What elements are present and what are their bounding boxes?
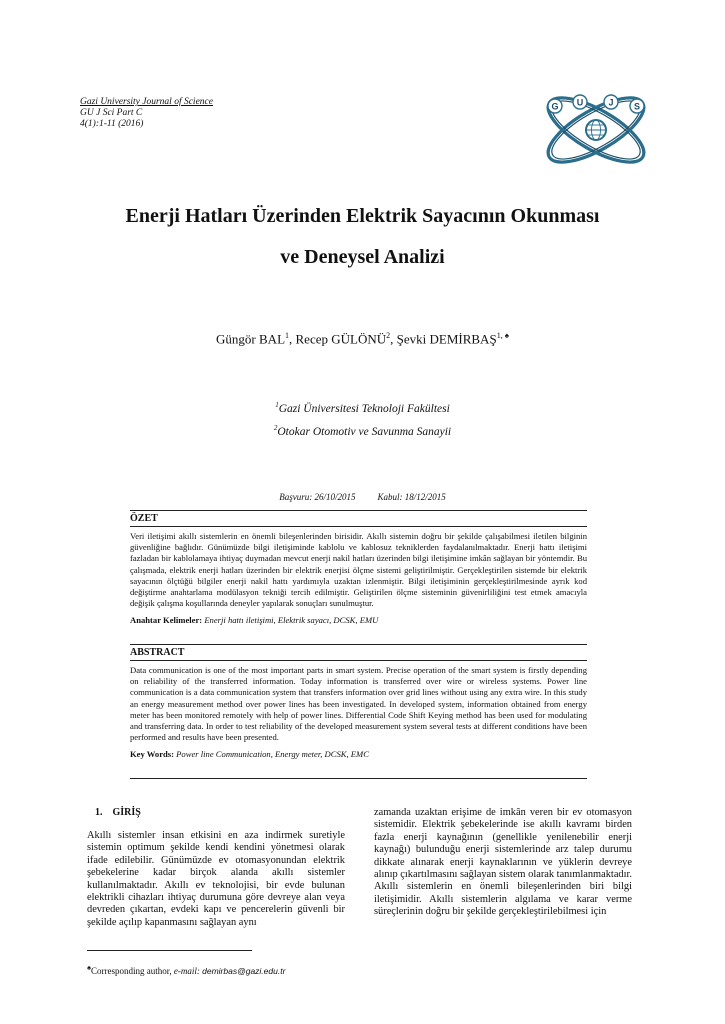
- author-1: Güngör BAL: [216, 331, 286, 347]
- author-list: Güngör BAL$^1$, Recep GÜLÖNÜ$^2$, Şevki $DEMİRBAŞ^{1, ♠}$: [216, 331, 509, 347]
- affiliation-1: [0, 401, 725, 415]
- paper-title-line2: ve Deneysel Analizi: [280, 246, 445, 268]
- accepted-date: Kabul: 18/12/2015: [377, 492, 446, 502]
- abstract-heading-rule: [130, 660, 587, 661]
- ozet-top-rule: [130, 510, 587, 511]
- gujs-logo-icon: [537, 72, 655, 184]
- footnote-label: Corresponding author,: [90, 966, 174, 976]
- ozet-keywords: [130, 615, 587, 625]
- abstract-bottom-rule: [130, 778, 587, 779]
- logo-letter-u: U: [576, 97, 584, 108]
- abstract-text: Data communication is one of the most important parts in smart system. Precise operation of the smart system is firstly depending on reliability of the transferred information. Today information is transferred over wire or wireless systems. Power line communication is a data communication system that transfers information over grid lines without using any extra wire. In this study an energy measurement method over power lines has been investigated. In developed system, information obtained from energy meter has been monitored remotely with help of power lines. Differential Code Shift Keying method has been used for modulating and transferring data. In order to test reliability of the developed measurement system several tests at different conditions have been performed and results have been presented.: [130, 665, 587, 743]
- affiliation-1-number: 1: [275, 401, 279, 409]
- footnote-marker: ♠: [87, 963, 91, 972]
- journal-volume: 4(1):1-11 (2016): [80, 119, 144, 129]
- logo-letter-s: S: [633, 101, 641, 112]
- author-2: Recep GÜLÖNÜ: [295, 331, 387, 347]
- section-heading-giris: [95, 807, 141, 818]
- received-date: Başvuru: 26/10/2015: [279, 492, 356, 502]
- body-left-column: Akıllı sistemler insan etkisini en aza indirmek suretiyle sistemin optimum şekilde kendi kendini yönetmesi olarak ifade edilebilir. Günümüzde ev otomasyonundan elektrik şebekelerine kadar birçok alanda akıllı sistemler kullanılmaktadır. Akıllı ev teknolojisi, bir evde bulunan elektrikli cihazları ihtiyaç durumuna göre devreye alan veya devreden çıkartan, evdeki kapı ve pencerelerin güvenli bir şekilde açılıp kapanmasını sağlayan aynı: [87, 830, 345, 928]
- footnote-email: demirbas@gazi.edu.tr: [202, 966, 286, 976]
- abstract-keywords-values: Power line Communication, Energy meter, DCSK, EMC: [176, 749, 369, 760]
- affiliation-2-text: Otokar Otomotiv ve Savunma Sanayii: [277, 425, 452, 438]
- ozet-heading-rule: [130, 526, 587, 527]
- author-2-affil: 2: [386, 331, 391, 340]
- footnote-rule: [87, 950, 252, 951]
- journal-name: Gazi University Journal of Science: [80, 97, 213, 107]
- ozet-text: Veri iletişimi akıllı sistemlerin en önemli bileşenlerinden birisidir. Akıllı sistemin doğru bir şekilde çalışabilmesi iletilen bilginin güvenliğine bağlıdır. Günümüzde bilgi iletişiminde kablolu ve kablosuz tekniklerden faydalanılmaktadır. Enerji hattı iletişimi fazladan bir kablolamaya ihtiyaç duymadan mevcut enerji nakil hatları üzerinden bilgi iletişimine imkân sağlayan bir yöntemdir. Bu çalışmada, elektrik enerji hatları üzerinden bir elektrik enerjisi ölçme sistemi geliştirilmiştir. Gerçekleştirilen sistemde bir elektrik sayacının ölçtüğü bilgiler enerji nakil hattı yardımıyla uzaktan izlenmiştir. Bilgi iletişiminin gerçekleştirilmesinde ayrık kod değiştirme anahtarlama modülasyon tekniği tercih edilmiştir. Geliştirilen ölçme sisteminin güvenirliliğini test etmek amacıyla değişik çalışma koşullarında deneyler yapılarak sonuçları sunulmuştur.: [130, 531, 587, 609]
- author-3-affil: 1, ♠: [496, 331, 509, 340]
- submission-dates: [0, 492, 725, 502]
- author-1-affil: 1: [285, 331, 290, 340]
- abstract-keywords: [130, 749, 587, 759]
- ozet-heading: ÖZET: [130, 513, 158, 524]
- logo-letter-g: G: [551, 101, 559, 112]
- abstract-heading: ABSTRACT: [130, 647, 185, 658]
- abstract-keywords-label: Key Words:: [130, 749, 175, 760]
- section-title: GİRİŞ: [112, 807, 141, 818]
- ozet-keywords-label: Anahtar Kelimeler:: [130, 615, 203, 626]
- body-right-column: zamanda uzaktan erişime de imkân veren bir ev otomasyon sistemidir. Elektrik şebekelerinde ise akıllı kavramı birden fazla enerji kaynağının (genellikle yenilenebilir enerji kaynağı) bulunduğu enerji sistemlerinde arz talep durumu dikkate alınarak enerji kaynaklarının ve yüklerin devreye alınıp çıkartılmasını sağlayan sistem olarak tanımlanmaktadır. Akıllı sistemlerin en önemli bileşenlerinden biri bilgi iletişimidir. Akıllı sistemlerin algılama ve karar verme süreçlerinin doğru bir şekilde gerçekleştirilebilmesi için: [374, 807, 632, 918]
- affiliation-2: [0, 424, 725, 438]
- affiliation-2-number: 2: [273, 424, 278, 432]
- logo-letter-j: J: [608, 97, 614, 108]
- journal-info: [80, 97, 213, 130]
- footnote-email-label: e-mail:: [173, 966, 203, 976]
- author-3: Şevki DEMİRBAŞ: [396, 331, 497, 347]
- abstract-top-rule: [130, 644, 587, 645]
- journal-part: GU J Sci Part C: [80, 108, 143, 118]
- ozet-section: [130, 513, 587, 625]
- paper-title-line1: Enerji Hatları Üzerinden Elektrik Sayacının Okunması: [125, 205, 600, 227]
- affiliation-1-text: Gazi Üniversitesi Teknoloji Fakültesi: [278, 402, 450, 415]
- footnote: [87, 963, 285, 976]
- section-number: 1.: [95, 807, 103, 818]
- ozet-keywords-values: Enerji hattı iletişimi, Elektrik sayacı, DCSK, EMU: [204, 615, 379, 626]
- abstract-section: [130, 647, 587, 759]
